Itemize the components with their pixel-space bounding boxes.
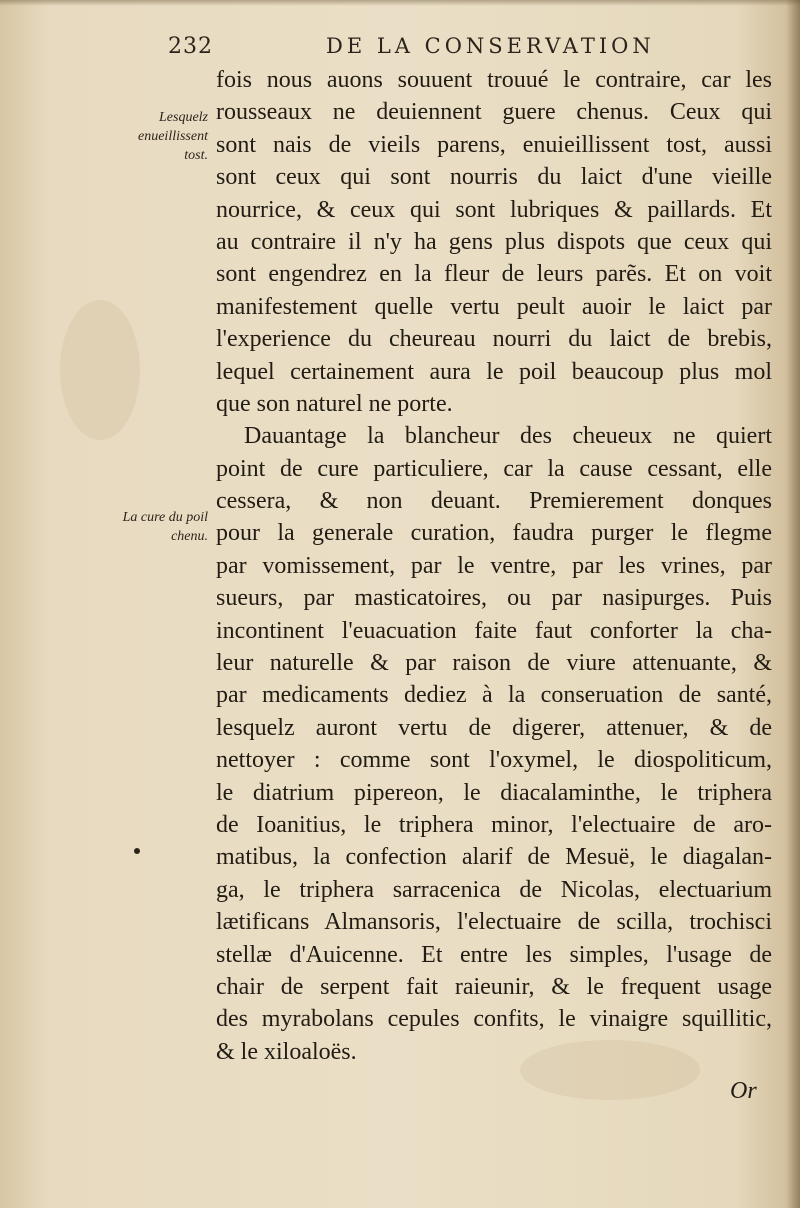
page-gutter-shadow [786, 0, 800, 1208]
catchword: Or [730, 1078, 757, 1104]
text-line: pour la generale curation, faudra purger le flegme [216, 520, 772, 547]
text-line: leur naturelle & par raison de viure attenuante, & [216, 650, 772, 677]
paragraph-first-line: Dauantage la blancheur des cheueux ne quiert [244, 423, 772, 450]
text-line: sont nais de vieils parens, enuieillissent tost, aussi [216, 131, 772, 158]
text-line: lætificans Almansoris, l'electuaire de scilla, trochisci [216, 909, 772, 936]
text-line: que son naturel ne porte. [216, 390, 453, 417]
running-head: DE LA CONSERVATION [326, 34, 655, 58]
text-line: sont engendrez en la fleur de leurs parẽs. Et on voit [216, 261, 772, 288]
text-line: incontinent l'euacuation faite faut conforter la cha- [216, 617, 772, 644]
text-line: l'experience du cheureau nourri du laict de brebis, [216, 326, 772, 353]
text-line: fois nous auons souuent trouué le contraire, car les [216, 67, 772, 93]
text-line: stellæ d'Auicenne. Et entre les simples, l'usage de [216, 941, 772, 968]
text-line: par medicaments dediez à la conseruation de santé, [216, 682, 772, 709]
page-top-edge [0, 0, 800, 6]
body-text [216, 64, 772, 1068]
text-line: par vomissement, par le ventre, par les vrines, par [216, 552, 772, 579]
text-line: manifestement quelle vertu peult auoir le laict par [216, 293, 772, 320]
text-line: nourrice, & ceux qui sont lubriques & paillards. Et [216, 196, 772, 223]
text-line: lequel certainement aura le poil beaucoup plus mol [216, 358, 772, 385]
text-line: au contraire il n'y ha gens plus dispots que ceux qui [216, 228, 772, 255]
text-line: matibus, la confection alarif de Mesuë, le diagalan- [216, 844, 772, 871]
text-line: le diatrium pipereon, le diacalaminthe, le triphera [216, 779, 772, 806]
text-line: ga, le triphera sarracenica de Nicolas, electuarium [216, 876, 772, 903]
margin-note-gloss: Lesquelz enueillissent tost. [138, 110, 208, 163]
margin-ink-dot [134, 848, 140, 854]
text-line: sont ceux qui sont nourris du laict d'une vieille [216, 164, 772, 191]
text-line: cessera, & non deuant. Premierement donques [216, 488, 772, 515]
text-line: de Ioanitius, le triphera minor, l'electuaire de aro- [216, 811, 772, 838]
text-line: nettoyer : comme sont l'oxymel, le diospoliticum, [216, 747, 772, 774]
page-number: 232 [168, 34, 213, 59]
paper-stain [60, 300, 140, 440]
text-line: rousseaux ne deuiennent guere chenus. Ceux qui [216, 99, 772, 126]
text-line: lesquelz auront vertu de digerer, attenuer, & de [216, 714, 772, 741]
text-line: sueurs, par masticatoires, ou par nasipurges. Puis [216, 585, 772, 612]
text-line: chair de serpent fait raieunir, & le frequent usage [216, 973, 772, 1000]
text-line: & le xiloaloës. [216, 1038, 357, 1065]
text-line: point de cure particuliere, car la cause cessant, elle [216, 455, 772, 482]
margin-note-gloss: La cure du poil chenu. [122, 510, 208, 544]
text-line: des myrabolans cepules confits, le vinaigre squillitic, [216, 1006, 772, 1033]
